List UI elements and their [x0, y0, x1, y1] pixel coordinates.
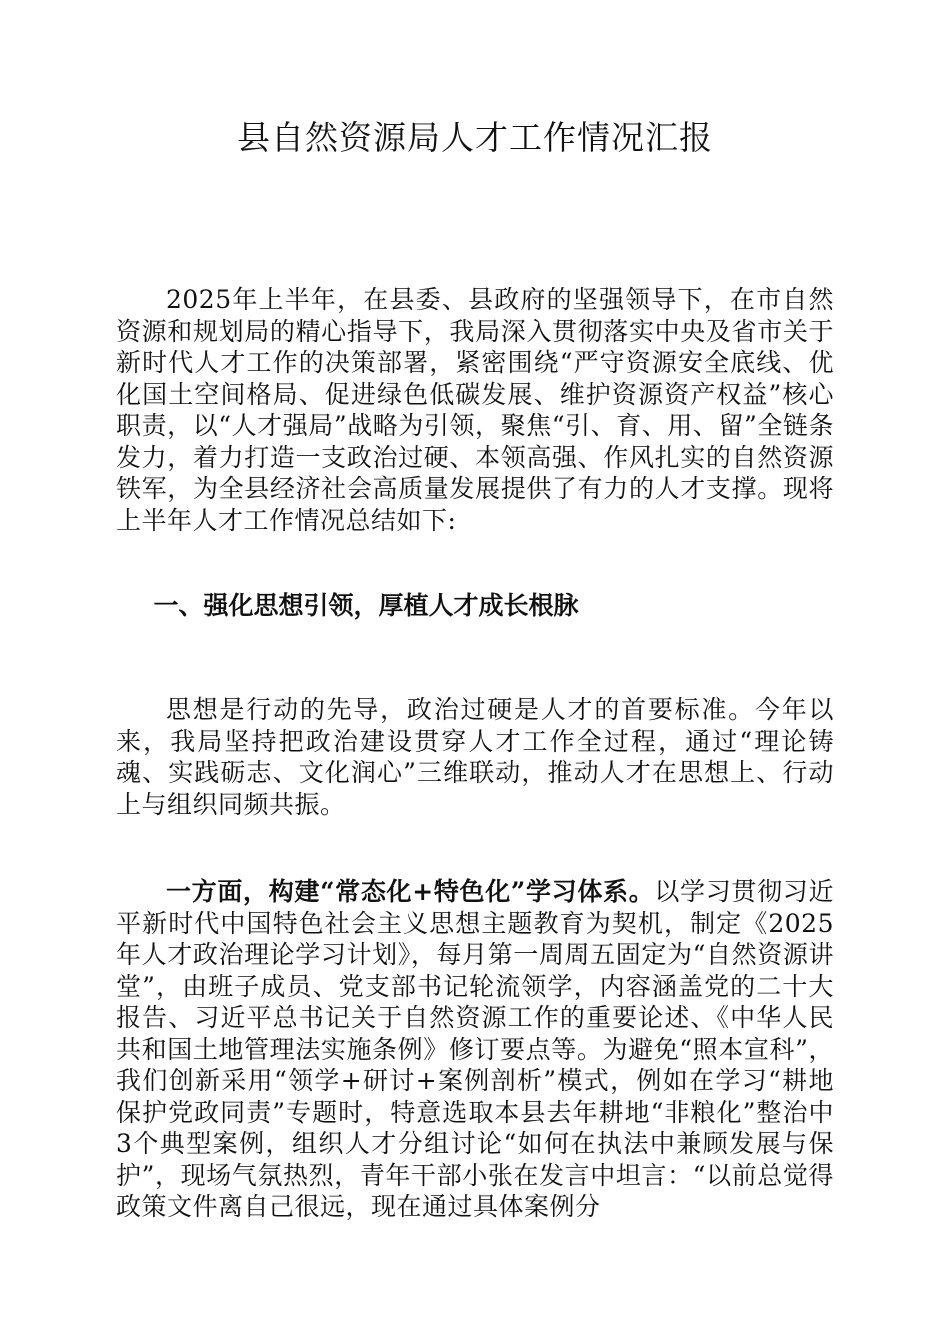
subsection-paragraph	[116, 876, 834, 1223]
subsection-lead: 一方面，构建“常态化+特色化”学习体系。	[166, 877, 655, 906]
section-heading: 一、强化思想引领，厚植人才成长根脉	[153, 591, 579, 620]
intro-paragraph: 2025年上半年，在县委、县政府的坚强领导下，在市自然资源和规划局的精心指导下，我局深入贯彻落实中央及省市关于新时代人才工作的决策部署，紧密围绕“严守资源安全底线、优化国土空间格局、促进绿色低碳发展、维护资源资产权益”核心职责，以“人才强局”战略为引领，聚焦“引、育、用、留”全链条发力，着力打造一支政治过硬、本领高强、作风扎实的自然资源铁军，为全县经济社会高质量发展提供了有力的人才支撑。现将上半年人才工作情况总结如下:	[116, 285, 834, 535]
document-title: 县自然资源局人才工作情况汇报	[237, 118, 713, 157]
subsection-body: 以学习贯彻习近平新时代中国特色社会主义思想主题教育为契机，制定《2025年人才政治理论学习计划》，每月第一周周五固定为“自然资源讲堂”，由班子成员、党支部书记轮流领学，内容涵盖党的二十大报告、习近平总书记关于自然资源工作的重要论述、《中华人民共和国土地管理法实施条例》修订要点等。为避免“照本宣科”，我们创新采用“领学+研讨+案例剖析”模式，例如在学习“耕地保护党政同责”专题时，特意选取本县去年耕地“非粮化”整治中3个典型案例，组织人才分组讨论“如何在执法中兼顾发展与保护”，现场气氛热烈，青年干部小张在发言中坦言：“以前总觉得政策文件离自己很远，现在通过具体案例分	[116, 877, 834, 1221]
section-paragraph: 思想是行动的先导，政治过硬是人才的首要标准。今年以来，我局坚持把政治建设贯穿人才工作全过程，通过“理论铸魂、实践砺志、文化润心”三维联动，推动人才在思想上、行动上与组织同频共振。	[116, 695, 834, 819]
